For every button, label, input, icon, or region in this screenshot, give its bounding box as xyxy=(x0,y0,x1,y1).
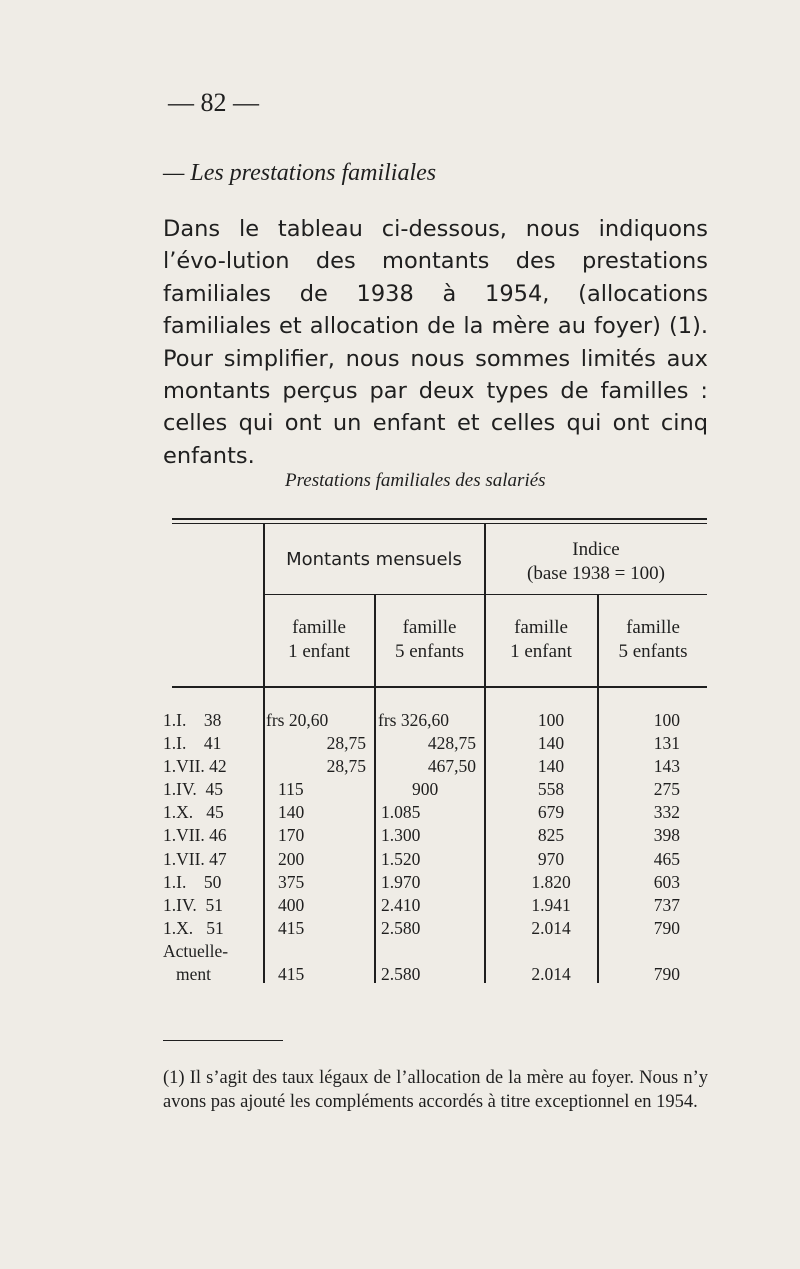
cell-indice-1: 558 xyxy=(537,779,565,800)
cell-indice-1: 1.820 xyxy=(531,871,571,892)
cell-montant-1: 415 xyxy=(278,917,305,938)
cell-montant-1: 28,75 xyxy=(326,733,366,754)
table-row xyxy=(0,941,800,987)
body-paragraph: Dans le tableau ci-dessous, nous indiquons l’évo-lution des montants des prestations familiales de 1938 à 1954, (allocations familiales et allocation de la mère au foyer) (1). Pour simplifier, nous nous sommes limités aux montants perçus par deux types de familles : celles qui ont un enfant et celles qui ont cinq enfants. xyxy=(163,216,708,469)
header-famille: famille xyxy=(514,617,568,638)
table-row xyxy=(0,918,800,941)
header-montants: Montants mensuels xyxy=(286,549,462,570)
cell-indice-5: 131 xyxy=(653,733,680,754)
cell-date: 1.I. 38 xyxy=(163,710,222,730)
cell-montant-5: 2.410 xyxy=(381,894,421,915)
cell-indice-5: 275 xyxy=(653,779,680,800)
cell-montant-5: 1.300 xyxy=(381,825,421,846)
table-row xyxy=(0,710,800,733)
cell-indice-5: 100 xyxy=(653,710,680,730)
cell-indice-1: 679 xyxy=(537,802,565,823)
cell-indice-5: 603 xyxy=(653,871,680,892)
table-top-rule-2 xyxy=(172,523,707,524)
cell-indice-1: 1.941 xyxy=(531,894,571,915)
cell-montant-5: 2.580 xyxy=(381,917,421,938)
header-famille: famille xyxy=(402,617,457,638)
cell-date: 1.X. 51 xyxy=(163,917,224,938)
table-row xyxy=(0,895,800,918)
cell-date: 1.VII. 46 xyxy=(163,825,227,846)
header-divider xyxy=(264,594,707,595)
cell-date: 1.X. 45 xyxy=(163,802,224,823)
table-row xyxy=(0,756,800,779)
cell-indice-1: 825 xyxy=(537,825,565,846)
footnote: (1) Il s’agit des taux légaux de l’allocation de la mère au foyer. Nous n’y avons pas ajouté les compléments accordés à titre exceptionnel en 1954. xyxy=(163,1068,708,1112)
header-indice-1-enfant xyxy=(485,616,597,664)
table-row xyxy=(0,779,800,802)
cell-indice-1: 140 xyxy=(537,756,565,777)
cell-montant-1: frs 20,60 xyxy=(266,710,329,730)
cell-date-cont: ment xyxy=(176,963,211,984)
cell-montant-5: 428,75 xyxy=(427,733,476,754)
cell-date: 1.VII. 47 xyxy=(163,848,227,869)
cell-indice-1: 140 xyxy=(537,733,565,754)
cell-indice-5: 332 xyxy=(653,802,680,823)
cell-montant-1: 28,75 xyxy=(326,756,366,777)
cell-montant-1: 400 xyxy=(278,894,305,915)
cell-montant-5: 1.970 xyxy=(381,871,421,892)
header-bottom-rule xyxy=(172,686,707,688)
cell-indice-5: 790 xyxy=(653,917,680,938)
cell-date: 1.I. 41 xyxy=(163,733,222,754)
cell-indice-1: 970 xyxy=(537,848,565,869)
table-row xyxy=(0,825,800,848)
cell-montant-1: 170 xyxy=(278,825,305,846)
header-indice-base: (base 1938 = 100) xyxy=(527,563,665,584)
cell-indice-5: 465 xyxy=(653,848,680,869)
cell-montant-5: 1.085 xyxy=(381,802,421,823)
header-1-enfant: 1 enfant xyxy=(288,641,350,662)
cell-indice-5: 737 xyxy=(653,894,680,915)
header-montants-5-enfants xyxy=(375,616,484,664)
table-row xyxy=(0,849,800,872)
cell-montant-1: 200 xyxy=(278,848,305,869)
cell-montant-1: 375 xyxy=(278,871,305,892)
header-indice-5-enfants xyxy=(598,616,708,664)
cell-montant-5: 1.520 xyxy=(381,848,421,869)
header-1-enfant: 1 enfant xyxy=(510,641,572,662)
cell-indice-1: 100 xyxy=(537,710,565,730)
cell-montant-1: 140 xyxy=(278,802,305,823)
cell-indice-1: 2.014 xyxy=(531,963,571,984)
table-row xyxy=(0,733,800,756)
table-top-rule xyxy=(172,518,707,520)
cell-montant-1: 415 xyxy=(278,963,305,984)
footnote-rule xyxy=(163,1040,283,1041)
cell-date: 1.VII. 42 xyxy=(163,756,227,777)
cell-date: 1.IV. 51 xyxy=(163,894,223,915)
cell-indice-5: 790 xyxy=(653,963,680,984)
cell-date: Actuelle- xyxy=(163,940,229,961)
section-title: — Les prestations familiales xyxy=(163,160,437,186)
header-famille: famille xyxy=(626,617,680,638)
header-5-enfants: 5 enfants xyxy=(394,641,465,662)
page-number: — 82 — xyxy=(168,88,259,117)
cell-montant-5: 2.580 xyxy=(381,963,421,984)
cell-montant-1: 115 xyxy=(278,779,304,800)
cell-indice-5: 143 xyxy=(653,756,680,777)
cell-montant-5: 467,50 xyxy=(427,756,476,777)
header-indice-title: Indice xyxy=(572,539,620,560)
table-body xyxy=(0,710,800,987)
header-famille: famille xyxy=(292,617,346,638)
table-caption: Prestations familiales des salariés xyxy=(285,470,546,491)
header-5-enfants: 5 enfants xyxy=(618,641,688,662)
cell-indice-5: 398 xyxy=(653,825,680,846)
table-row xyxy=(0,872,800,895)
cell-date: 1.IV. 45 xyxy=(163,779,223,800)
cell-montant-5: 900 xyxy=(412,779,439,800)
cell-indice-1: 2.014 xyxy=(531,917,571,938)
header-montants-1-enfant xyxy=(264,616,374,664)
header-indice xyxy=(485,538,707,586)
cell-date: 1.I. 50 xyxy=(163,871,222,892)
table-row xyxy=(0,802,800,825)
cell-montant-5: frs 326,60 xyxy=(378,710,449,730)
